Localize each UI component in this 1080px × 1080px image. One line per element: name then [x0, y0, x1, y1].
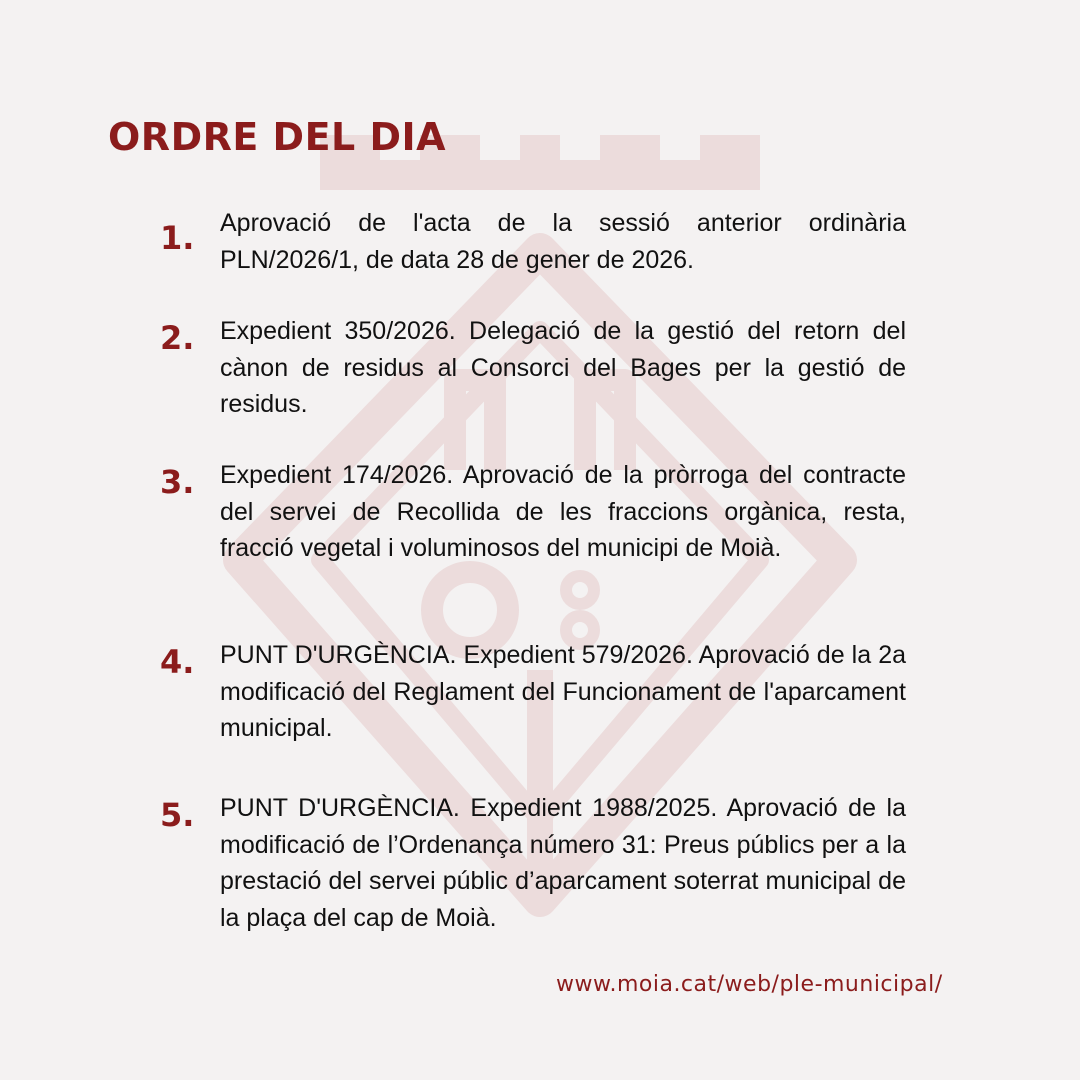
- item-text: Expedient 174/2026. Aprovació de la pròrroga del contracte del servei de Recollida de les fraccions orgànica, resta, fracció vegetal i voluminosos del municipi de Moià.: [220, 461, 906, 562]
- item-number: 3.: [160, 463, 195, 501]
- item-number: 4.: [160, 643, 195, 681]
- item-text: Expedient 350/2026. Delegació de la gestió del retorn del cànon de residus al Consorci del Bages per la gestió de residus.: [220, 317, 906, 418]
- item-number: 1.: [160, 219, 195, 257]
- item-text: PUNT D'URGÈNCIA. Expedient 1988/2025. Aprovació de la modificació de l’Ordenança número 31: Preus públics per a la prestació del servei públic d’aparcament soterrat municipal de la plaça del cap de Moià.: [220, 794, 906, 932]
- item-number: 5.: [160, 796, 195, 834]
- item-text: Aprovació de l'acta de la sessió anterior ordinària PLN/2026/1, de data 28 de gener de 2026.: [220, 209, 906, 274]
- item-text: PUNT D'URGÈNCIA. Expedient 579/2026. Aprovació de la 2a modificació del Reglament del Funcionament de l'aparcament municipal.: [220, 641, 906, 742]
- item-number: 2.: [160, 319, 195, 357]
- website-link[interactable]: www.moia.cat/web/ple-municipal/: [556, 972, 943, 997]
- page-title: ORDRE DEL DIA: [108, 115, 447, 159]
